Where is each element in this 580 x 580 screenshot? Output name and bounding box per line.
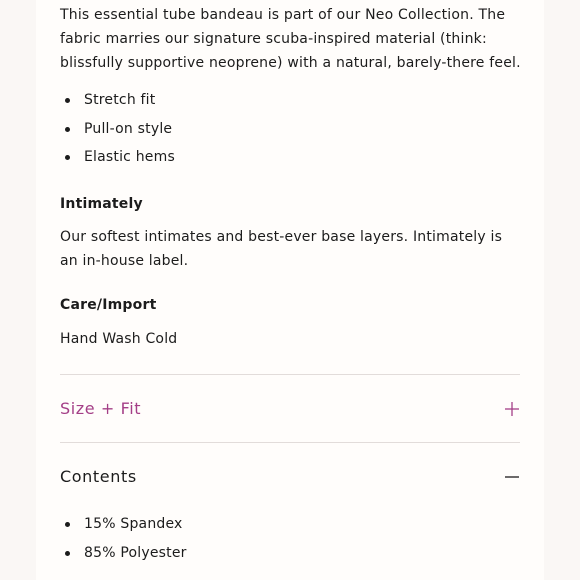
- feature-list: [60, 86, 175, 172]
- divider: [60, 442, 520, 443]
- feature-label: Pull-on style: [84, 120, 173, 137]
- divider: [60, 374, 520, 375]
- contents-label: Contents: [60, 467, 137, 486]
- care-text: Hand Wash Cold: [60, 331, 178, 347]
- minus-icon[interactable]: [504, 469, 520, 485]
- contents-accordion[interactable]: [60, 462, 520, 492]
- bullet-icon: [65, 155, 70, 160]
- bullet-icon: [65, 98, 70, 103]
- plus-icon[interactable]: [504, 401, 520, 417]
- intimately-heading: Intimately: [60, 196, 143, 212]
- list-item: [60, 539, 187, 568]
- bullet-icon: [65, 522, 70, 527]
- bullet-icon: [65, 551, 70, 556]
- care-heading: Care/Import: [60, 297, 157, 313]
- contents-list: [60, 510, 187, 567]
- list-item: [60, 510, 187, 539]
- feature-label: Elastic hems: [84, 149, 175, 165]
- list-item: [60, 143, 175, 172]
- list-item: [60, 86, 175, 115]
- size-fit-label: Size + Fit: [60, 399, 142, 418]
- intimately-text: Our softest intimates and best-ever base layers. Intimately is an in-house label.: [60, 229, 503, 269]
- contents-item-label: 15% Spandex: [84, 516, 183, 532]
- bullet-icon: [65, 127, 70, 132]
- size-fit-accordion[interactable]: [60, 394, 520, 424]
- contents-item-label: 85% Polyester: [84, 544, 187, 561]
- list-item: [60, 115, 175, 144]
- feature-label: Stretch fit: [84, 92, 156, 108]
- product-description: This essential tube bandeau is part of our Neo Collection. The fabric marries our signature scuba-inspired material (think: blissfully supportive neoprene) with a natural, barely-there feel.: [60, 7, 521, 71]
